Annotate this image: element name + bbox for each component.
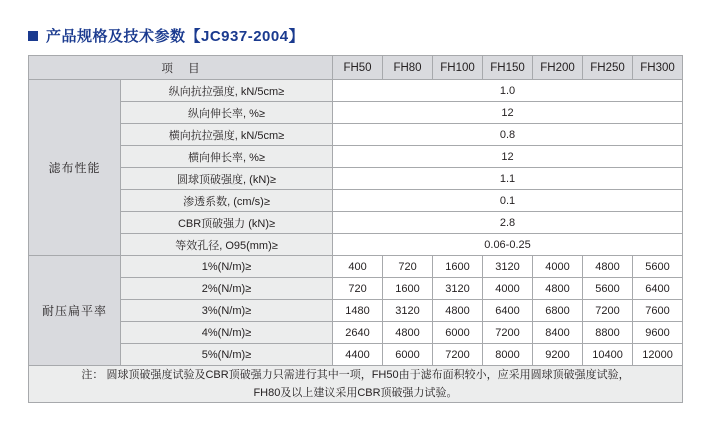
- row-label: 等效孔径, O95(mm)≥: [121, 234, 333, 256]
- square-bullet-icon: [28, 31, 38, 41]
- row-label: 3%(N/m)≥: [121, 300, 333, 322]
- row-label: 4%(N/m)≥: [121, 322, 333, 344]
- row-value: 8800: [583, 322, 633, 344]
- row-label: 横向抗拉强度, kN/5cm≥: [121, 124, 333, 146]
- spec-table: [28, 55, 683, 403]
- table-row: [29, 80, 683, 102]
- table-row: [29, 190, 683, 212]
- row-label: 渗透系数, (cm/s)≥: [121, 190, 333, 212]
- header-model-fh250: FH250: [583, 56, 633, 80]
- row-value: 7600: [633, 300, 683, 322]
- row-value: 1480: [333, 300, 383, 322]
- group-label-flatness: 耐压扁平率: [29, 256, 121, 366]
- row-value-merged: 0.8: [333, 124, 683, 146]
- row-value-merged: 0.1: [333, 190, 683, 212]
- header-model-fh200: FH200: [533, 56, 583, 80]
- row-value: 5600: [633, 256, 683, 278]
- row-value: 6000: [383, 344, 433, 366]
- row-label: 圆球顶破强度, (kN)≥: [121, 168, 333, 190]
- row-value: 4800: [533, 278, 583, 300]
- table-note-row: [29, 366, 683, 403]
- row-label: 5%(N/m)≥: [121, 344, 333, 366]
- row-value: 7200: [583, 300, 633, 322]
- row-value-merged: 2.8: [333, 212, 683, 234]
- table-row: [29, 102, 683, 124]
- row-value: 6800: [533, 300, 583, 322]
- row-value: 4000: [483, 278, 533, 300]
- row-value: 6000: [433, 322, 483, 344]
- row-value: 1600: [433, 256, 483, 278]
- row-value: 400: [333, 256, 383, 278]
- row-label: 纵向伸长率, %≥: [121, 102, 333, 124]
- note-line-2: FH80及以上建议采用CBR顶破强力试验。: [253, 387, 458, 400]
- row-value: 720: [383, 256, 433, 278]
- row-label: 横向伸长率, %≥: [121, 146, 333, 168]
- group-label-filter-cloth: 滤布性能: [29, 80, 121, 256]
- row-value: 3120: [383, 300, 433, 322]
- row-value: 4800: [433, 300, 483, 322]
- row-label: 纵向抗拉强度, kN/5cm≥: [121, 80, 333, 102]
- table-note: [29, 366, 683, 403]
- header-model-fh50: FH50: [333, 56, 383, 80]
- row-value: 8400: [533, 322, 583, 344]
- row-value: 4800: [383, 322, 433, 344]
- row-value: 720: [333, 278, 383, 300]
- row-value: 4000: [533, 256, 583, 278]
- row-value: 8000: [483, 344, 533, 366]
- row-value: 6400: [633, 278, 683, 300]
- table-row: [29, 146, 683, 168]
- row-value-merged: 12: [333, 102, 683, 124]
- row-label: 2%(N/m)≥: [121, 278, 333, 300]
- table-row: [29, 168, 683, 190]
- row-value: 4400: [333, 344, 383, 366]
- row-value: 3120: [483, 256, 533, 278]
- row-value: 12000: [633, 344, 683, 366]
- table-row: [29, 124, 683, 146]
- row-value: 3120: [433, 278, 483, 300]
- row-value: 7200: [433, 344, 483, 366]
- table-row: [29, 344, 683, 366]
- page-title: [28, 25, 304, 46]
- row-value-merged: 1.1: [333, 168, 683, 190]
- page-title-text: 产品规格及技术参数【JC937-2004】: [46, 28, 305, 45]
- note-line-1: 圆球顶破强度试验及CBR顶破强力只需进行其中一项，FH50由于滤布面积较小，应采用圆球顶破强度试验，: [106, 369, 630, 381]
- row-label: 1%(N/m)≥: [121, 256, 333, 278]
- note-prefix: 注：: [81, 369, 104, 381]
- row-value: 2640: [333, 322, 383, 344]
- table-row: [29, 322, 683, 344]
- table-row: [29, 212, 683, 234]
- header-item: 项 目: [29, 56, 333, 80]
- row-value-merged: 12: [333, 146, 683, 168]
- header-model-fh80: FH80: [383, 56, 433, 80]
- row-value: 4800: [583, 256, 633, 278]
- row-value: 10400: [583, 344, 633, 366]
- row-label: CBR顶破强力 (kN)≥: [121, 212, 333, 234]
- row-value-merged: 0.06-0.25: [333, 234, 683, 256]
- row-value: 5600: [583, 278, 633, 300]
- row-value: 7200: [483, 322, 533, 344]
- row-value-merged: 1.0: [333, 80, 683, 102]
- table-row: [29, 278, 683, 300]
- spec-table-container: [28, 55, 682, 403]
- row-value: 6400: [483, 300, 533, 322]
- row-value: 1600: [383, 278, 433, 300]
- table-row: [29, 300, 683, 322]
- header-model-fh100: FH100: [433, 56, 483, 80]
- row-value: 9200: [533, 344, 583, 366]
- table-row: [29, 234, 683, 256]
- header-model-fh150: FH150: [483, 56, 533, 80]
- table-header-row: [29, 56, 683, 80]
- table-row: [29, 256, 683, 278]
- header-model-fh300: FH300: [633, 56, 683, 80]
- row-value: 9600: [633, 322, 683, 344]
